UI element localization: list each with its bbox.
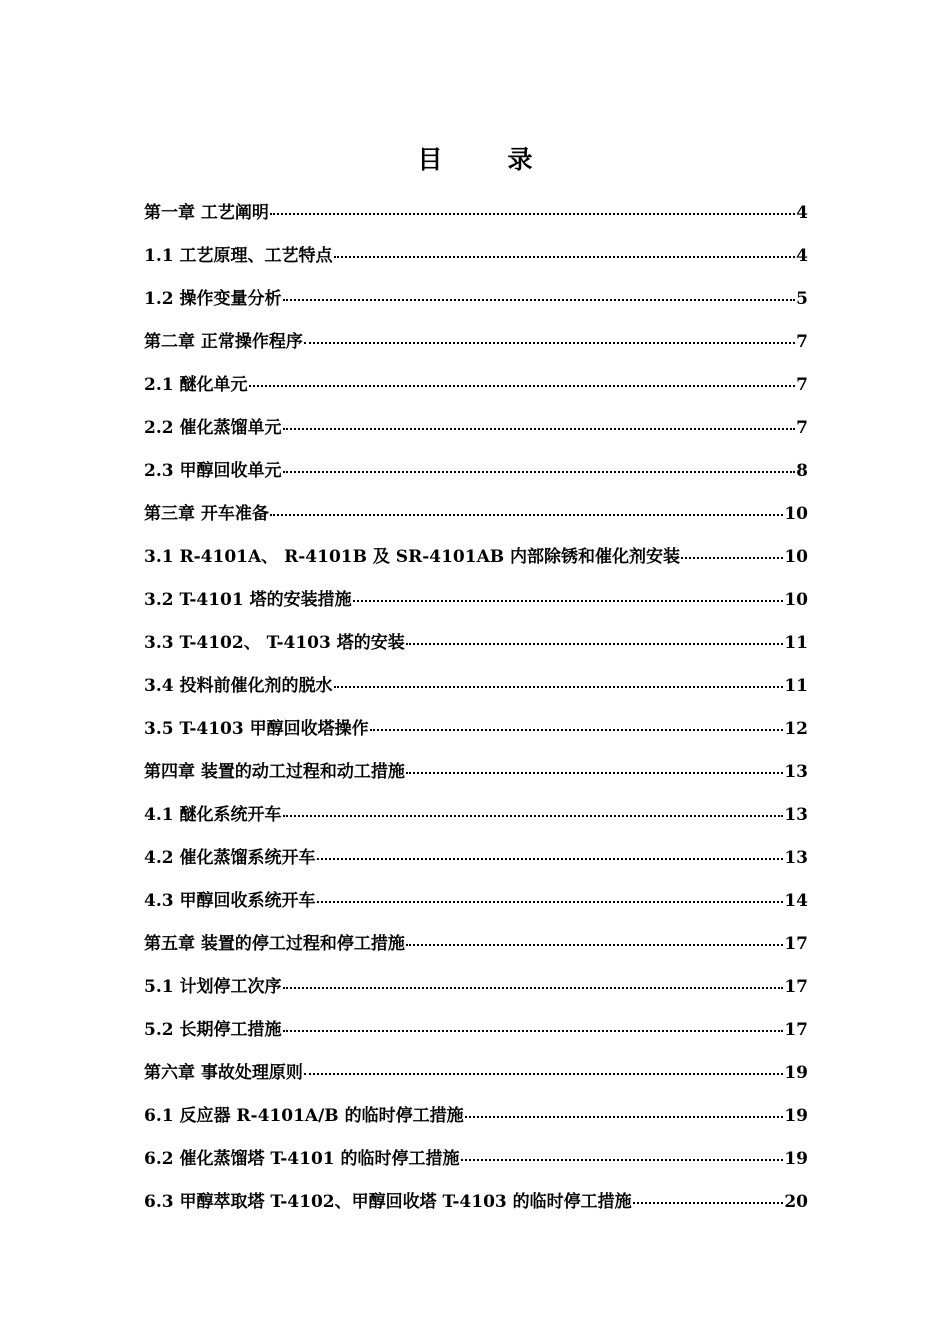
toc-dot-leader [317, 901, 784, 903]
toc-entry[interactable] [144, 284, 808, 327]
toc-entry-page-number: 11 [784, 633, 808, 653]
toc-entry-page-number: 13 [784, 805, 808, 825]
toc-entry-label: 3.4 投料前催化剂的脱水 [144, 676, 333, 696]
toc-dot-leader [270, 213, 795, 215]
toc-dot-leader [406, 772, 783, 774]
toc-entry-label: 6.1 反应器 R-4101A/B 的临时停工措施 [144, 1106, 464, 1126]
toc-dot-leader [283, 815, 784, 817]
toc-entry-page-number: 7 [796, 332, 808, 352]
toc-dot-leader [681, 557, 783, 559]
toc-entry-label: 4.2 催化蒸馏系统开车 [144, 848, 316, 868]
toc-dot-leader [353, 600, 784, 602]
toc-dot-leader [406, 944, 783, 946]
toc-entry[interactable] [144, 1058, 808, 1101]
toc-entry-page-number: 11 [784, 676, 808, 696]
table-of-contents [144, 198, 808, 1230]
toc-entry-page-number: 4 [796, 203, 808, 223]
toc-title: 目 录 [417, 145, 553, 174]
toc-entry-label: 3.1 R-4101A、 R-4101B 及 SR-4101AB 内部除锈和催化剂安装 [144, 547, 681, 567]
toc-entry-page-number: 13 [784, 848, 808, 868]
toc-entry-label: 3.2 T-4101 塔的安装措施 [144, 590, 352, 610]
toc-entry-label: 第二章 正常操作程序 [144, 332, 303, 352]
toc-entry-label: 4.1 醚化系统开车 [144, 805, 282, 825]
toc-dot-leader [270, 514, 783, 516]
toc-dot-leader [465, 1116, 784, 1118]
toc-entry-page-number: 14 [784, 891, 808, 911]
toc-entry[interactable] [144, 714, 808, 757]
toc-entry-page-number: 17 [784, 934, 808, 954]
toc-entry-label: 1.1 工艺原理、工艺特点 [144, 246, 333, 266]
toc-dot-leader [283, 471, 796, 473]
toc-entry[interactable] [144, 413, 808, 456]
toc-dot-leader [334, 686, 784, 688]
toc-entry[interactable] [144, 972, 808, 1015]
toc-entry-page-number: 13 [784, 762, 808, 782]
toc-entry-page-number: 12 [784, 719, 808, 739]
toc-dot-leader [304, 1073, 783, 1075]
toc-entry-label: 2.2 催化蒸馏单元 [144, 418, 282, 438]
toc-entry-label: 3.5 T-4103 甲醇回收塔操作 [144, 719, 369, 739]
toc-entry[interactable] [144, 542, 808, 585]
toc-entry[interactable] [144, 757, 808, 800]
toc-entry[interactable] [144, 327, 808, 370]
toc-entry[interactable] [144, 241, 808, 284]
toc-entry[interactable] [144, 886, 808, 929]
toc-entry-label: 1.2 操作变量分析 [144, 289, 282, 309]
toc-entry[interactable] [144, 1187, 808, 1230]
toc-entry[interactable] [144, 456, 808, 499]
toc-entry[interactable] [144, 1144, 808, 1187]
toc-entry[interactable] [144, 370, 808, 413]
toc-entry-page-number: 20 [784, 1192, 808, 1212]
toc-dot-leader [334, 256, 796, 258]
toc-entry[interactable] [144, 198, 808, 241]
toc-entry-label: 第一章 工艺阐明 [144, 203, 269, 223]
toc-entry-page-number: 7 [796, 418, 808, 438]
toc-entry[interactable] [144, 843, 808, 886]
toc-dot-leader [633, 1202, 784, 1204]
toc-entry-label: 6.3 甲醇萃取塔 T-4102、甲醇回收塔 T-4103 的临时停工措施 [144, 1192, 632, 1212]
toc-dot-leader [283, 1030, 784, 1032]
toc-dot-leader [283, 987, 784, 989]
toc-entry-label: 第六章 事故处理原则 [144, 1063, 303, 1083]
toc-entry-label: 2.1 醚化单元 [144, 375, 248, 395]
toc-entry-label: 4.3 甲醇回收系统开车 [144, 891, 316, 911]
toc-dot-leader [370, 729, 784, 731]
toc-entry-page-number: 10 [784, 590, 808, 610]
toc-dot-leader [304, 342, 795, 344]
toc-entry[interactable] [144, 671, 808, 714]
toc-entry-page-number: 5 [796, 289, 808, 309]
toc-entry[interactable] [144, 585, 808, 628]
toc-entry[interactable] [144, 800, 808, 843]
toc-entry[interactable] [144, 929, 808, 972]
toc-dot-leader [249, 385, 796, 387]
toc-entry-page-number: 4 [796, 246, 808, 266]
toc-entry-page-number: 17 [784, 977, 808, 997]
toc-entry-label: 6.2 催化蒸馏塔 T-4101 的临时停工措施 [144, 1149, 460, 1169]
toc-entry-label: 5.1 计划停工次序 [144, 977, 282, 997]
toc-entry-label: 第五章 装置的停工过程和停工措施 [144, 934, 405, 954]
toc-entry[interactable] [144, 628, 808, 671]
toc-entry-label: 第三章 开车准备 [144, 504, 269, 524]
toc-dot-leader [406, 643, 784, 645]
toc-entry-page-number: 10 [784, 547, 808, 567]
toc-entry-page-number: 19 [784, 1149, 808, 1169]
toc-entry-label: 5.2 长期停工措施 [144, 1020, 282, 1040]
toc-entry[interactable] [144, 499, 808, 542]
toc-dot-leader [317, 858, 784, 860]
toc-entry[interactable] [144, 1101, 808, 1144]
toc-dot-leader [283, 299, 796, 301]
toc-entry-page-number: 17 [784, 1020, 808, 1040]
toc-dot-leader [283, 428, 796, 430]
toc-entry-label: 第四章 装置的动工过程和动工措施 [144, 762, 405, 782]
toc-entry[interactable] [144, 1015, 808, 1058]
toc-entry-page-number: 19 [784, 1106, 808, 1126]
toc-entry-label: 3.3 T-4102、 T-4103 塔的安装 [144, 633, 405, 653]
toc-dot-leader [461, 1159, 784, 1161]
toc-entry-page-number: 8 [796, 461, 808, 481]
toc-entry-page-number: 10 [784, 504, 808, 524]
toc-entry-label: 2.3 甲醇回收单元 [144, 461, 282, 481]
toc-entry-page-number: 19 [784, 1063, 808, 1083]
toc-entry-page-number: 7 [796, 375, 808, 395]
